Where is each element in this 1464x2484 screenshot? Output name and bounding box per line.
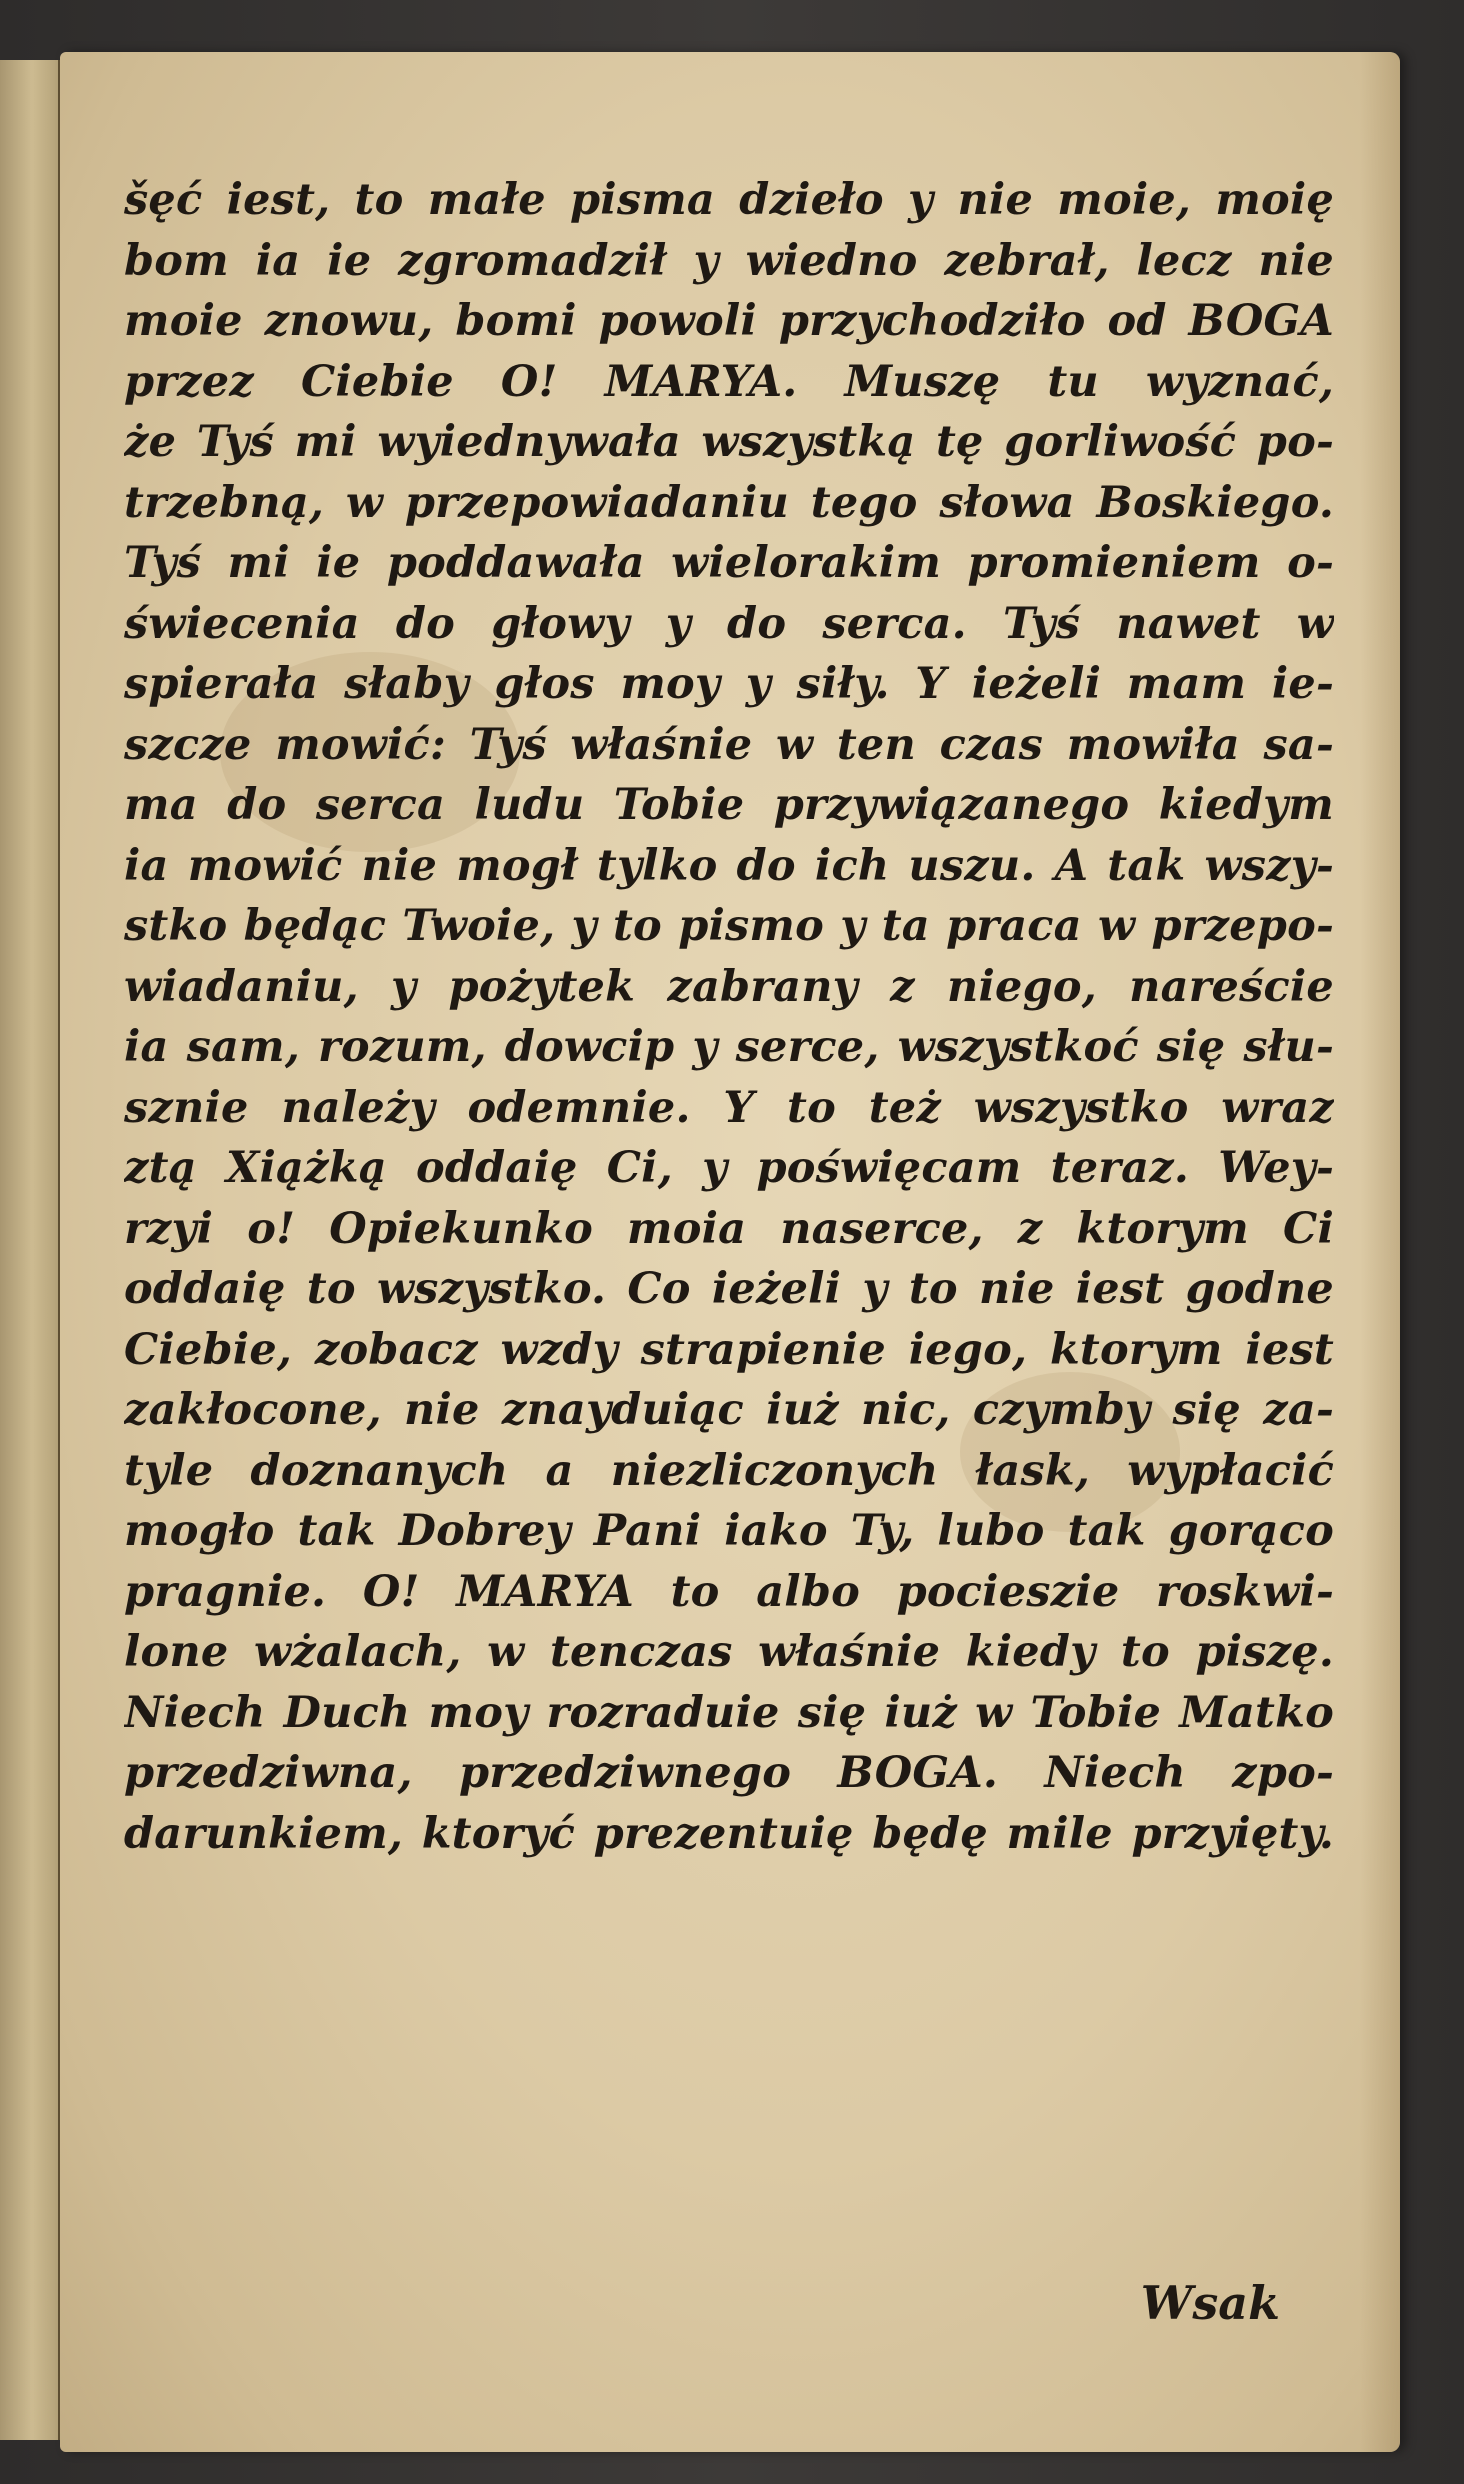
text-line: lone wżalach, w tenczas właśnie kiedy to piszę. xyxy=(124,1627,1334,1677)
text-line: szcze mowić: Tyś właśnie w ten czas mowiła sa- xyxy=(124,719,1334,770)
text-line: spierała słaby głos moy y siły. Y ieżeli mam ie- xyxy=(124,659,1334,709)
text-line: pragnie. O! MARYA to albo pocieszie roskwi- xyxy=(124,1566,1334,1617)
catchword: Wsak xyxy=(1140,2276,1280,2330)
text-line: šęć iest, to małe pisma dzieło y nie moie, moię xyxy=(124,175,1334,225)
text-line: że Tyś mi wyiednywała wszystką tę gorliwość po- xyxy=(124,417,1334,467)
text-line: Tyś mi ie poddawała wielorakim promieniem o- xyxy=(124,538,1334,588)
left-page-edge xyxy=(0,60,60,2440)
text-line: ma do serca ludu Tobie przywiązanego kiedym xyxy=(124,780,1334,830)
text-line: tyle doznanych a niezliczonych łask, wypłacić xyxy=(124,1445,1334,1496)
text-line: ia mowić nie mogł tylko do ich uszu. A tak wszy- xyxy=(124,840,1334,891)
text-line: świecenia do głowy y do serca. Tyś nawet w xyxy=(124,598,1334,649)
text-line: przedziwna, przedziwnego BOGA. Niech zpo- xyxy=(124,1748,1334,1798)
text-line: Ciebie, zobacz wzdy strapienie iego, ktorym iest xyxy=(124,1324,1334,1375)
text-line: trzebną, w przepowiadaniu tego słowa Boskiego. xyxy=(124,477,1334,528)
text-line: zakłocone, nie znayduiąc iuż nic, czymby się za- xyxy=(124,1385,1334,1435)
text-line: moie znowu, bomi powoli przychodziło od BOGA xyxy=(124,296,1334,346)
text-line: bom ia ie zgromadził y wiedno zebrał, lecz nie xyxy=(124,235,1334,286)
text-line: oddaię to wszystko. Co ieżeli y to nie iest godne xyxy=(124,1264,1334,1314)
text-line: mogło tak Dobrey Pani iako Ty, lubo tak gorąco xyxy=(124,1506,1334,1556)
text-line: stko będąc Twoie, y to pismo y ta praca w przepo- xyxy=(124,901,1334,951)
text-line: ztą Xiążką oddaię Ci, y poświęcam teraz. Wey- xyxy=(124,1143,1334,1193)
text-line: darunkiem, ktoryć prezentuię będę mile przyięty. xyxy=(124,1808,1334,1859)
text-line: ia sam, rozum, dowcip y serce, wszystkoć się słu- xyxy=(124,1022,1334,1072)
book-page xyxy=(60,52,1400,2452)
text-line: rzyi o! Opiekunko moia naserce, z ktorym Ci xyxy=(124,1203,1334,1254)
text-line: wiadaniu, y pożytek zabrany z niego, nareście xyxy=(124,961,1334,1012)
text-line: sznie należy odemnie. Y to też wszystko wraz xyxy=(124,1082,1334,1133)
text-line: Niech Duch moy rozraduie się iuż w Tobie Matko xyxy=(124,1687,1334,1738)
page-text xyxy=(124,170,1334,1864)
text-line: przez Ciebie O! MARYA. Muszę tu wyznać, xyxy=(124,356,1334,407)
